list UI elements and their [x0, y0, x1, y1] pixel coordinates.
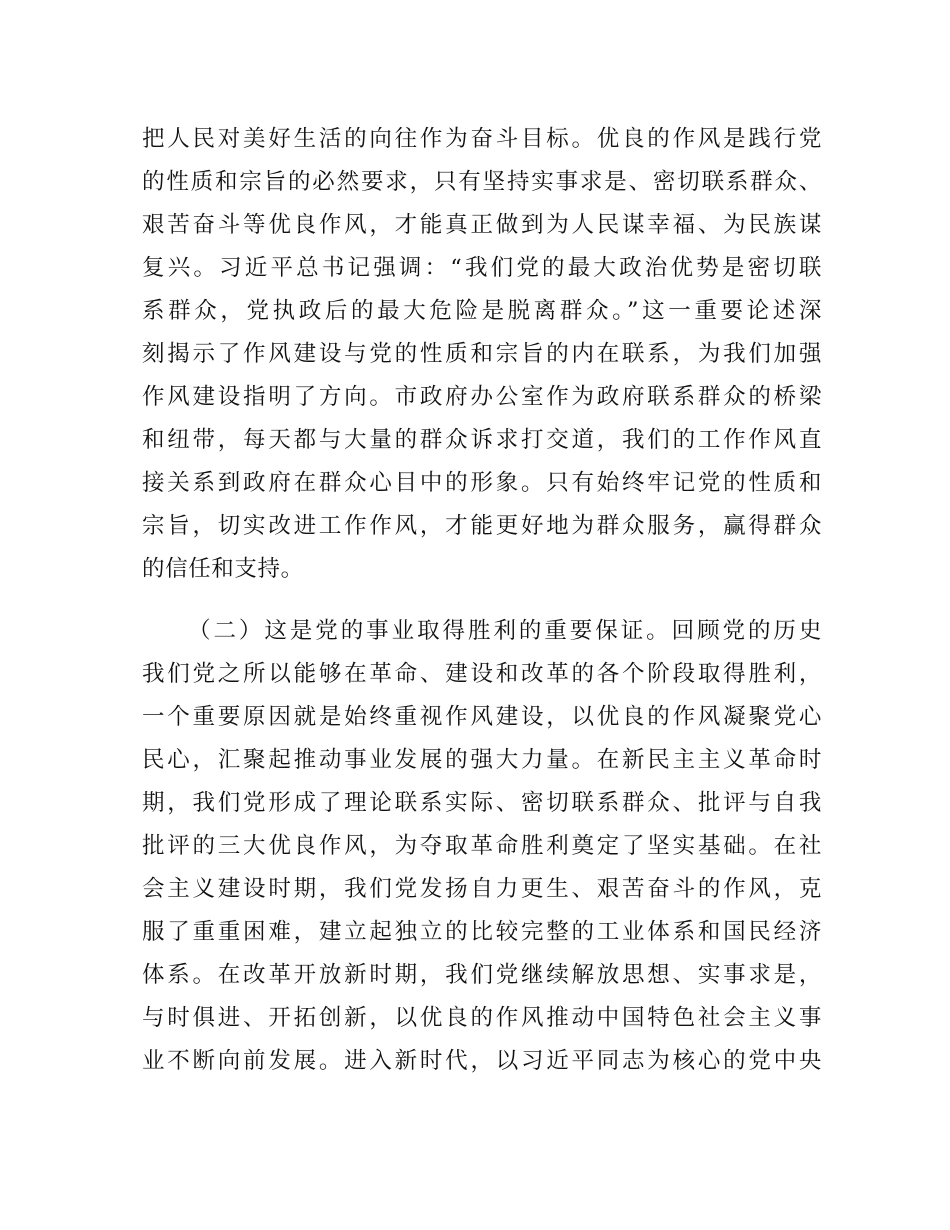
text-line: 会主义建设时期，我们党发扬自力更生、艰苦奋斗的作风，克: [142, 876, 822, 902]
text-line: 业不断向前发展。进入新时代，以习近平同志为核心的党中央: [142, 1048, 822, 1074]
text-line: 系群众，党执政后的最大危险是脱离群众。”这一重要论述深: [142, 298, 822, 324]
paragraph-2: [142, 610, 822, 1083]
text-line: 一个重要原因就是始终重视作风建设，以优良的作风凝聚党心: [142, 704, 822, 730]
text-line: 体系。在改革开放新时期，我们党继续解放思想、实事求是，: [142, 962, 822, 988]
text-line: 艰苦奋斗等优良作风，才能真正做到为人民谋幸福、为民族谋: [142, 212, 822, 238]
text-line: 的性质和宗旨的必然要求，只有坚持实事求是、密切联系群众、: [142, 169, 822, 195]
text-line: 批评的三大优良作风，为夺取革命胜利奠定了坚实基础。在社: [142, 833, 822, 859]
text-line: 把人民对美好生活的向往作为奋斗目标。优良的作风是践行党: [142, 126, 822, 152]
text-line: 作风建设指明了方向。市政府办公室作为政府联系群众的桥梁: [142, 384, 822, 410]
text-line: 刻揭示了作风建设与党的性质和宗旨的内在联系，为我们加强: [142, 341, 822, 367]
text-line: 我们党之所以能够在革命、建设和改革的各个阶段取得胜利，: [142, 661, 822, 687]
text-line: 复兴。习近平总书记强调：“我们党的最大政治优势是密切联: [142, 255, 822, 281]
text-line: 期，我们党形成了理论联系实际、密切联系群众、批评与自我: [142, 790, 822, 816]
text-line: 接关系到政府在群众心目中的形象。只有始终牢记党的性质和: [142, 470, 822, 496]
text-line: 服了重重困难，建立起独立的比较完整的工业体系和国民经济: [142, 919, 822, 945]
text-line: 与时俱进、开拓创新，以优良的作风推动中国特色社会主义事: [142, 1005, 822, 1031]
text-line: 的信任和支持。: [142, 556, 304, 582]
text-line: 宗旨，切实改进工作作风，才能更好地为群众服务，赢得群众: [142, 513, 822, 539]
text-line: 和纽带，每天都与大量的群众诉求打交道，我们的工作作风直: [142, 427, 822, 453]
paragraph-1: [142, 118, 822, 591]
text-line: 民心，汇聚起推动事业发展的强大力量。在新民主主义革命时: [142, 747, 822, 773]
text-line: （二）这是党的事业取得胜利的重要保证。回顾党的历史: [188, 618, 822, 644]
